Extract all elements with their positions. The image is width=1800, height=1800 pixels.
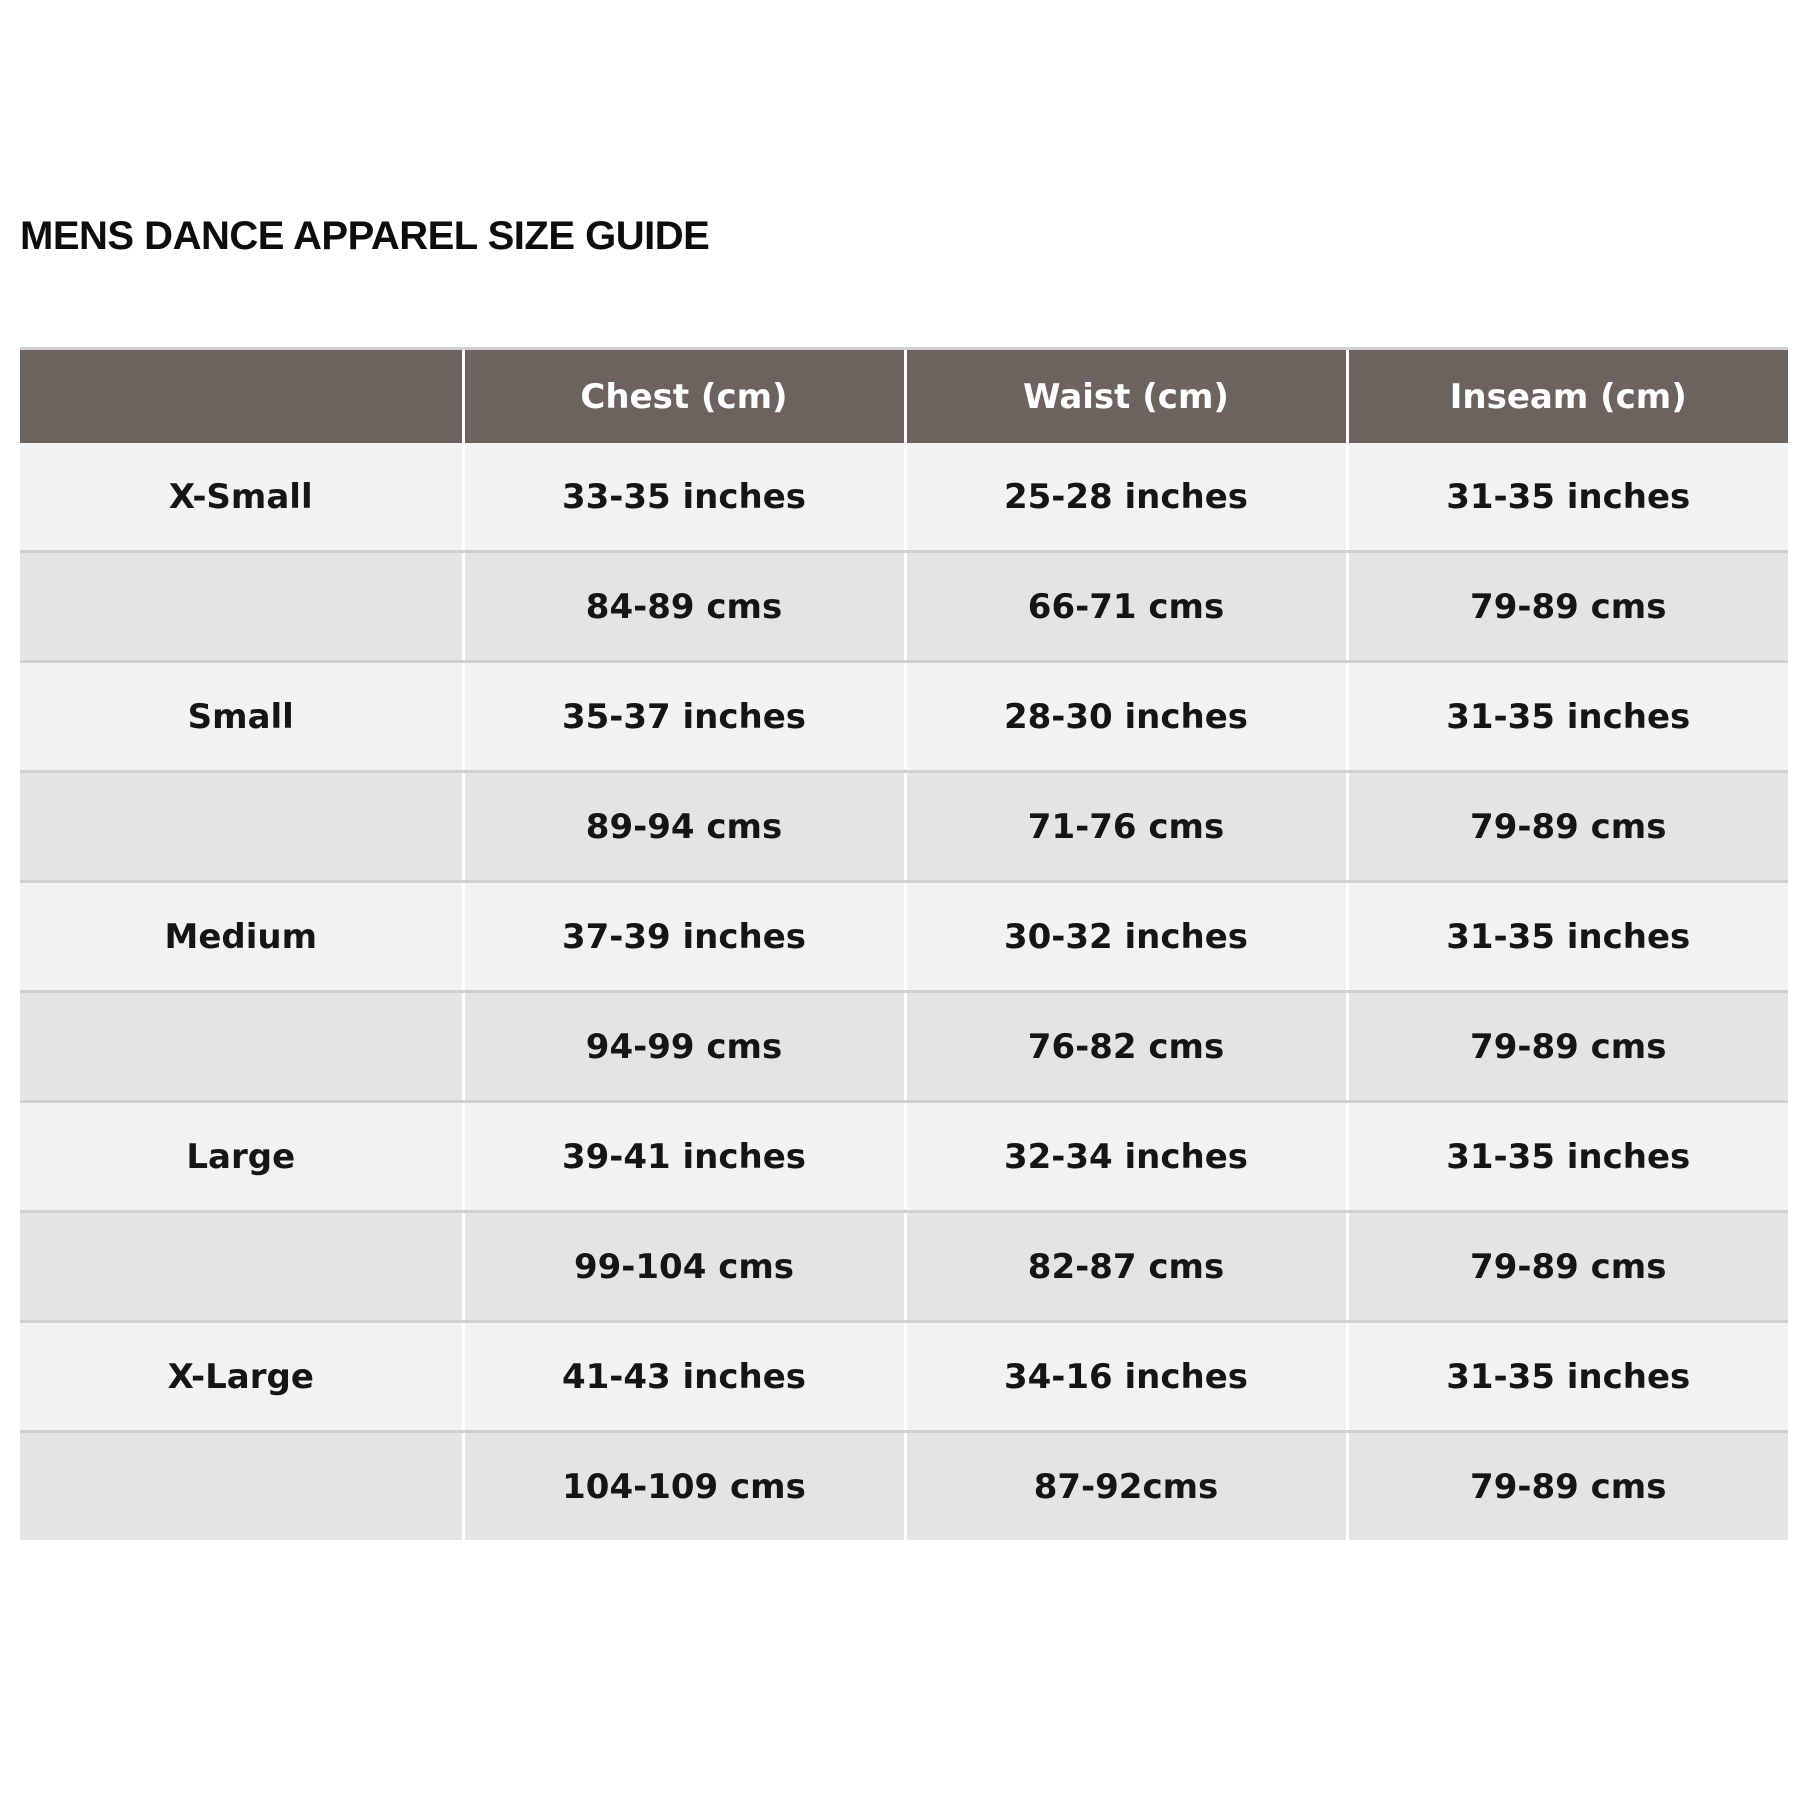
- size-guide-table: [20, 347, 1788, 1540]
- table-row: [20, 1322, 1788, 1432]
- inseam-value: 79-89 cms: [1347, 992, 1788, 1102]
- size-label: [20, 1212, 463, 1322]
- inseam-value: 31-35 inches: [1347, 443, 1788, 552]
- chest-value: 104-109 cms: [463, 1432, 905, 1541]
- table-row: [20, 1212, 1788, 1322]
- waist-value: 76-82 cms: [905, 992, 1347, 1102]
- size-label: Small: [20, 662, 463, 772]
- chest-value: 35-37 inches: [463, 662, 905, 772]
- inseam-value: 79-89 cms: [1347, 772, 1788, 882]
- table-row: [20, 552, 1788, 662]
- chest-value: 37-39 inches: [463, 882, 905, 992]
- inseam-value: 31-35 inches: [1347, 662, 1788, 772]
- chest-value: 41-43 inches: [463, 1322, 905, 1432]
- header-waist: Waist (cm): [905, 349, 1347, 444]
- inseam-value: 79-89 cms: [1347, 552, 1788, 662]
- size-label: [20, 992, 463, 1102]
- table-row: [20, 1432, 1788, 1541]
- size-label: X-Small: [20, 443, 463, 552]
- waist-value: 34-16 inches: [905, 1322, 1347, 1432]
- chest-value: 84-89 cms: [463, 552, 905, 662]
- inseam-value: 31-35 inches: [1347, 1102, 1788, 1212]
- table-row: [20, 443, 1788, 552]
- size-label: [20, 1432, 463, 1541]
- page-title: MENS DANCE APPAREL SIZE GUIDE: [20, 214, 710, 258]
- table-row: [20, 992, 1788, 1102]
- size-label: Large: [20, 1102, 463, 1212]
- waist-value: 28-30 inches: [905, 662, 1347, 772]
- waist-value: 87-92cms: [905, 1432, 1347, 1541]
- header-size: [20, 349, 463, 444]
- waist-value: 66-71 cms: [905, 552, 1347, 662]
- table-header-row: [20, 349, 1788, 444]
- waist-value: 32-34 inches: [905, 1102, 1347, 1212]
- inseam-value: 79-89 cms: [1347, 1212, 1788, 1322]
- chest-value: 33-35 inches: [463, 443, 905, 552]
- chest-value: 94-99 cms: [463, 992, 905, 1102]
- table-row: [20, 1102, 1788, 1212]
- chest-value: 89-94 cms: [463, 772, 905, 882]
- waist-value: 25-28 inches: [905, 443, 1347, 552]
- table-row: [20, 662, 1788, 772]
- waist-value: 71-76 cms: [905, 772, 1347, 882]
- chest-value: 99-104 cms: [463, 1212, 905, 1322]
- size-label: [20, 552, 463, 662]
- inseam-value: 31-35 inches: [1347, 882, 1788, 992]
- size-label: [20, 772, 463, 882]
- inseam-value: 79-89 cms: [1347, 1432, 1788, 1541]
- waist-value: 82-87 cms: [905, 1212, 1347, 1322]
- header-chest: Chest (cm): [463, 349, 905, 444]
- size-label: Medium: [20, 882, 463, 992]
- size-label: X-Large: [20, 1322, 463, 1432]
- table-row: [20, 772, 1788, 882]
- waist-value: 30-32 inches: [905, 882, 1347, 992]
- chest-value: 39-41 inches: [463, 1102, 905, 1212]
- inseam-value: 31-35 inches: [1347, 1322, 1788, 1432]
- table-row: [20, 882, 1788, 992]
- header-inseam: Inseam (cm): [1347, 349, 1788, 444]
